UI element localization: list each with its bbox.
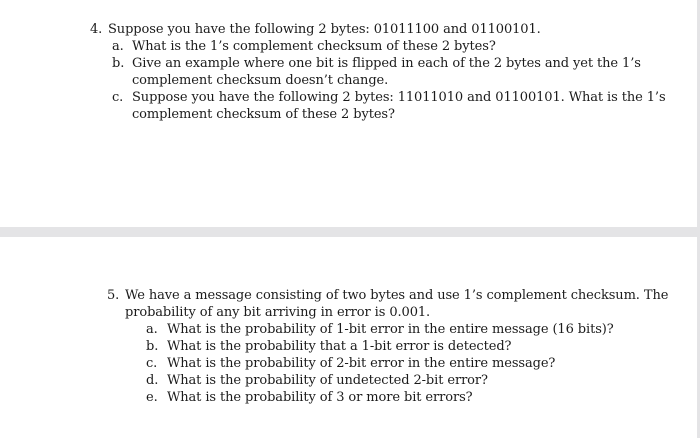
item-label: a. [112,39,124,54]
item-text: What is the 1’s complement checksum of these 2 bytes? [132,39,496,54]
question-5-stem [107,287,667,304]
question-5-item-a [146,321,667,338]
question-5 [107,287,667,406]
item-text: What is the probability that a 1-bit error is detected? [167,339,512,354]
question-5-item-e [146,389,667,406]
item-text: What is the probability of 1-bit error in the entire message (16 bits)? [167,322,614,337]
item-text: What is the probability of undetected 2-bit error? [167,373,488,388]
question-4-item-c [112,89,666,123]
question-4-item-b [112,55,650,89]
item-text-line-1: Suppose you have the following 2 bytes: 11011010 and 01100101. What is the 1’s [132,90,666,105]
question-4-item-a [112,38,650,55]
question-number: 4. [90,22,103,37]
item-text: What is the probability of 3 or more bit errors? [167,390,473,405]
question-5-item-d [146,372,667,389]
question-4-stem [90,21,650,38]
item-label: b. [146,339,159,354]
question-text: Suppose you have the following 2 bytes: 01011100 and 01100101. [108,22,541,37]
item-label: e. [146,390,158,405]
question-number: 5. [107,288,120,303]
question-4 [90,21,666,123]
item-text-line-2: complement checksum doesn’t change. [132,73,389,88]
item-text-line-2: complement checksum of these 2 bytes? [132,107,395,122]
item-label: c. [112,90,124,105]
question-5-item-c [146,355,667,372]
question-5-stem-continuation [107,304,667,321]
item-label: a. [146,322,158,337]
question-text-line-2: probability of any bit arriving in error is 0.001. [125,305,431,320]
item-label: b. [112,56,125,71]
item-text-line-1: Give an example where one bit is flipped in each of the 2 bytes and yet the 1’s [132,56,641,71]
question-text-line-1: We have a message consisting of two bytes and use 1’s complement checksum. The [125,288,669,303]
item-label: d. [146,373,159,388]
item-text: What is the probability of 2-bit error in the entire message? [167,356,556,371]
item-label: c. [146,356,158,371]
question-5-item-b [146,338,667,355]
